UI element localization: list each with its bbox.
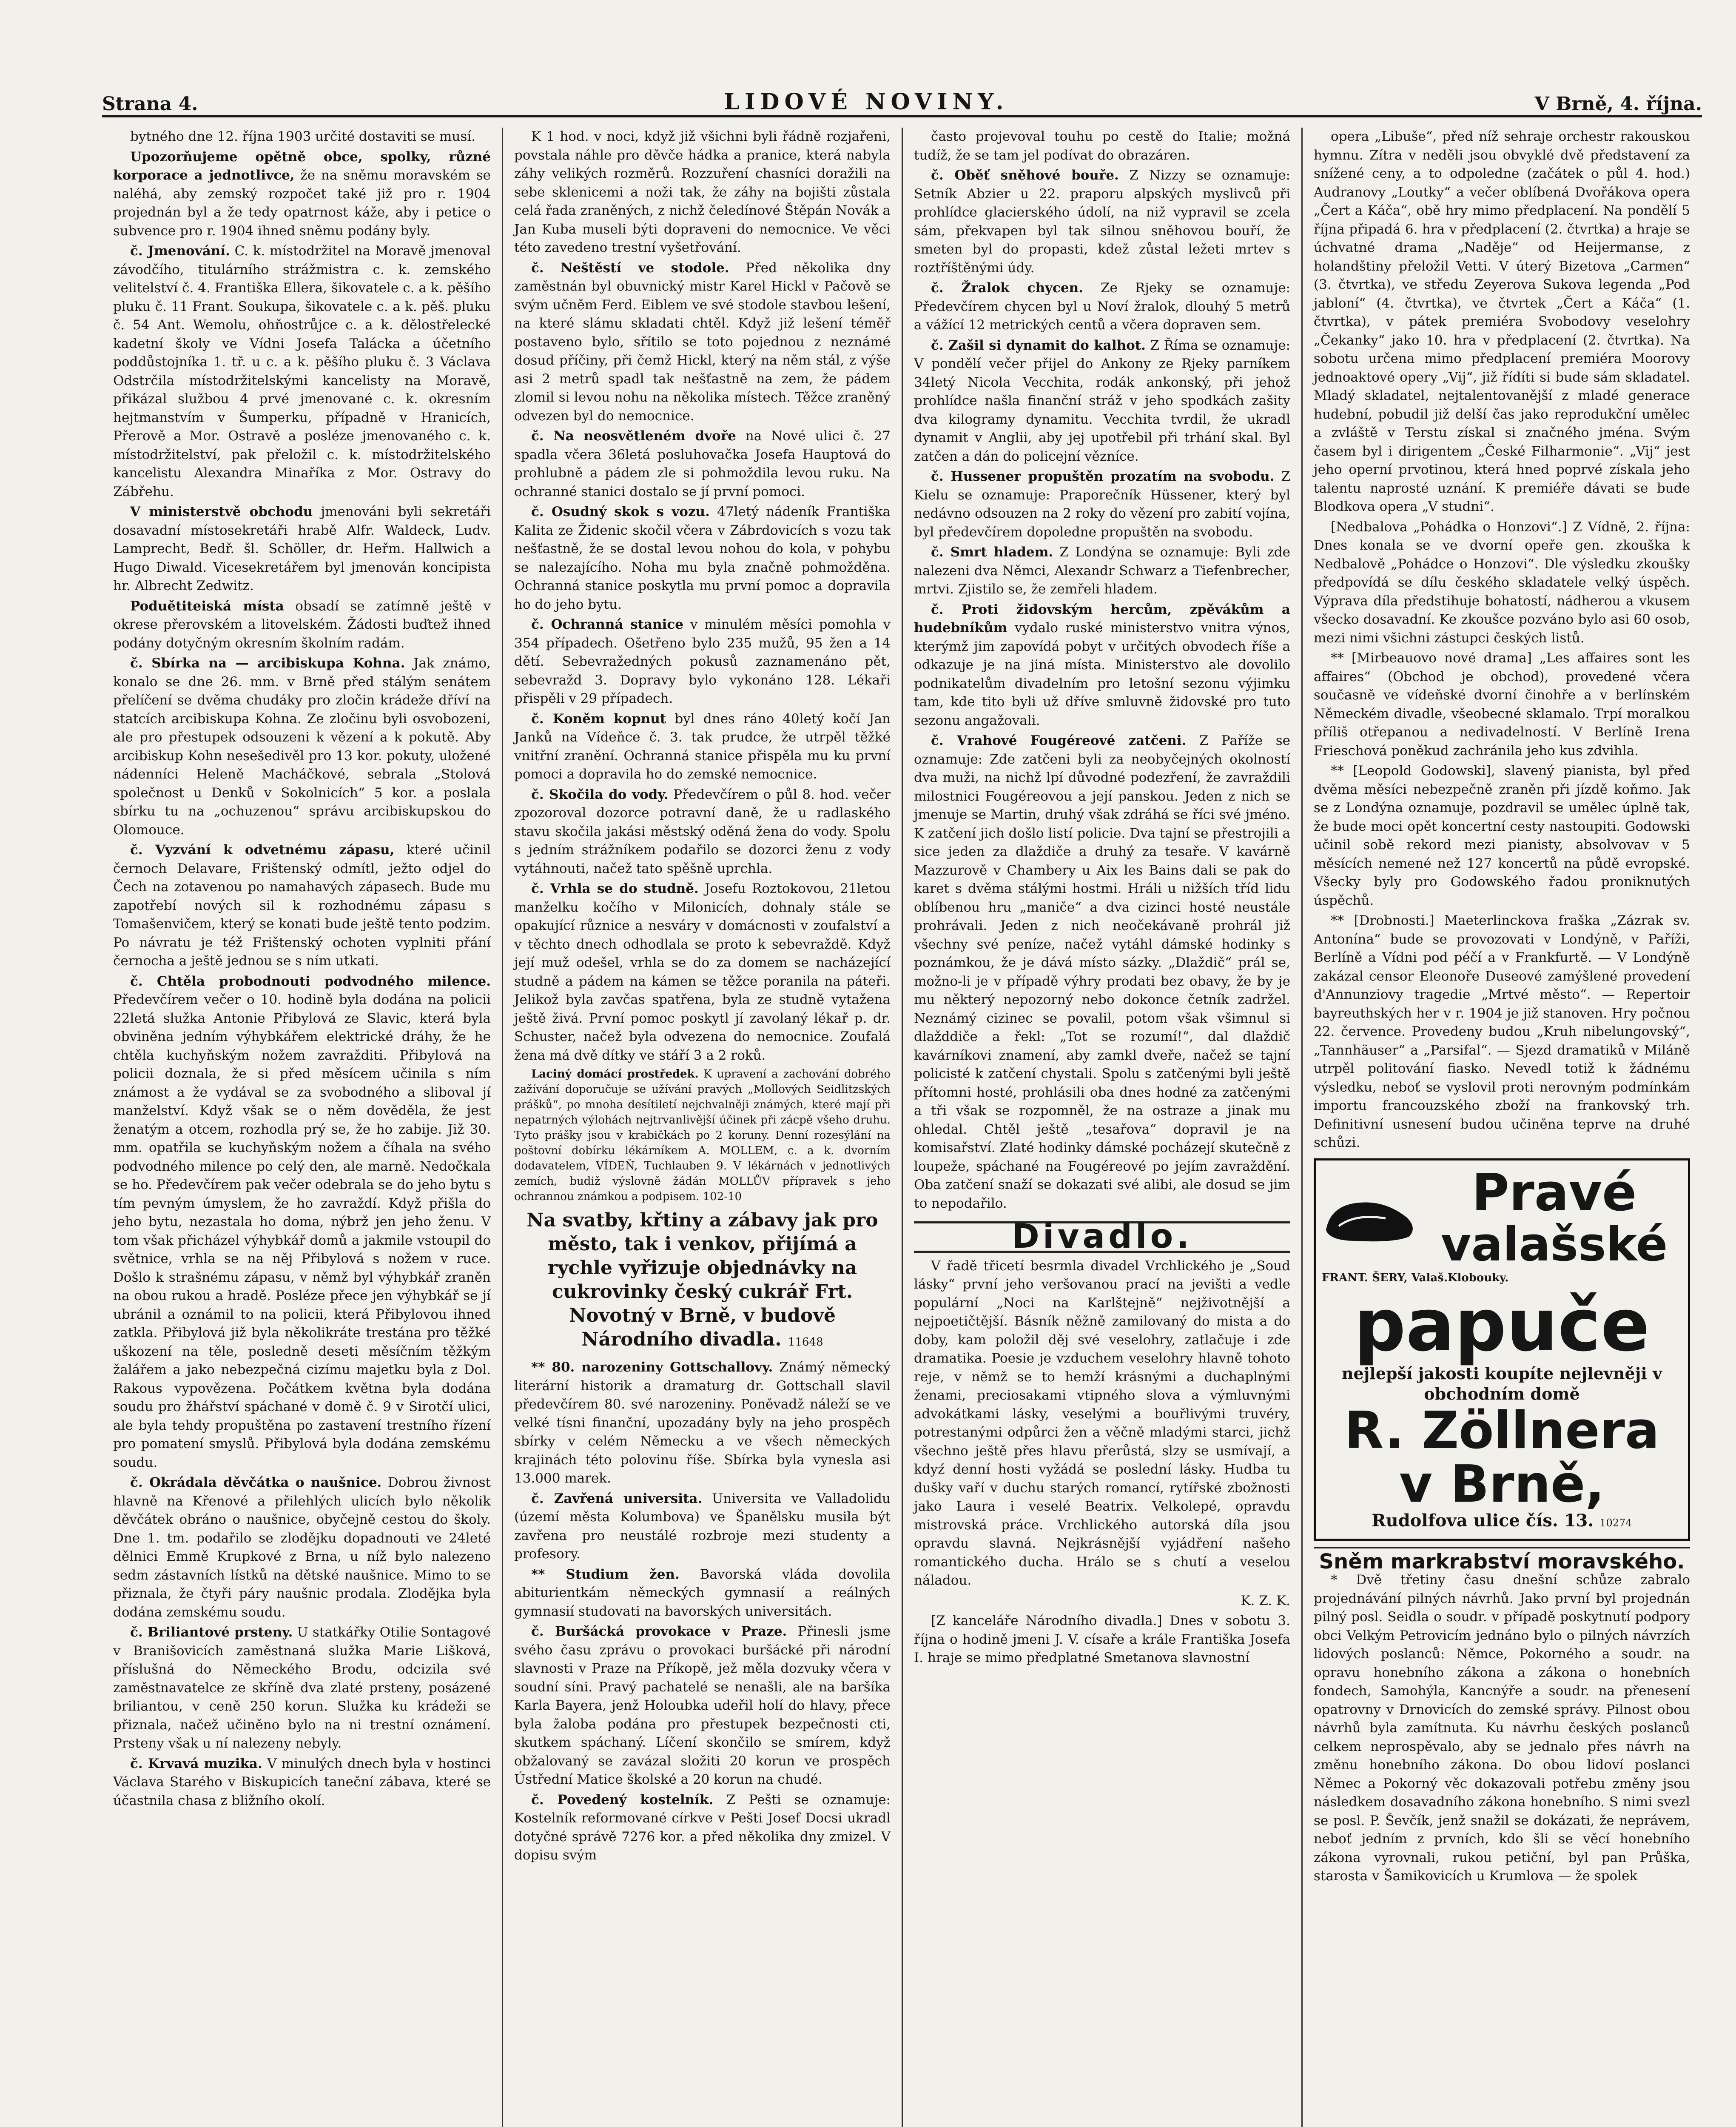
article-headline: č. Hussener propuštěn prozatím na svobodu.: [931, 469, 1275, 484]
article-headline: č. Okrádala děvčátka o naušnice.: [130, 1475, 382, 1490]
article-body: Z Nizzy se oznamuje: Setník Abzier u 22. praporu alpských myslivců při prohlídce glacierského údolí, na niž vypravil se zcela sám, překvapen byl tak silnou sněhovou bouří, že smeten byl do propasti, kdež zůstal ležeti mrtev s roztříštěnými údy.: [914, 168, 1291, 276]
article-body: v minulém měsíci pomohla v 354 případech. Ošetřeno bylo 235 mužů, 95 žen a 14 dětí. Sebevražedných pokusů zaznamenáno pět, sebevražd 3. Dopravy bylo vykonáno 128. Lékaři přispěli v 29 případech.: [514, 617, 891, 706]
article-headline: č. Žralok chycen.: [931, 280, 1083, 296]
article-text: * Dvě třetiny času dnešní schůze zabralo projednávání pilných návrhů. Jako první byl projednán pilný posl. Seidla o soudr. v případě poskytnutí podpory obci Velkým Petrovicím jednáno bylo o pilných návrzích lidových poslanců: Němce, Pokorného a soudr. na opravu honebního zákona a zákona o honebních fondech, Samohýla, Kancnýře a soudr. na přenesení opatrovny v Drnovicích do zemské správy. Pilnost obou návrhů byla zamítnuta. Ku návrhu českých poslanců celkem neprospěvalo, aby se jednalo přes návrh na změnu honebního zákona. Do obou lidoví poslanci Němec a Pokorný věc dokazovali potřebu změny jsou následkem dosavadního zákona honebního. S nimi svezl se posl. P. Ševčík, jenž snažil se dokázati, že neprávem, neboť jedním z prvních, kdo šli se věcí honebního zákona vyrovnali, rukou petiční, byl pan Průška, starosta v Šamikovicích u Krumlova — že spolek: [1314, 1572, 1690, 1884]
article-text: [514, 710, 891, 784]
article-text: [914, 336, 1290, 466]
article-headline: ** 80. narozeniny Gottschallovy.: [531, 1360, 773, 1375]
article-text: [914, 468, 1290, 542]
article-text: [113, 1755, 491, 1811]
article-body: Předevčírem večer o 10. hodině byla dodána na policii 22letá služka Antonie Přibylová ze Slavic, která byla obviněna jedním výhybkářem elektrické dráhy, že he chtěla kuchyňským nožem zavražditi. Přibylová na policii doznala, že si před měsícem učinila s ním známost a že vydával se za svobodného a sliboval jí manželství. Když však se o něm dověděla, že jest ženatým a otcem, rozhodla prý se, že ho zabije. Již 30. mm. opatřila se kuchyňským nožem a číhala na svého podvodného milence po celý den, ale marně. Nedočkala se ho. Předevčírem pak večer odebrala se do jeho bytu s tím pevným úmyslem, že ho zavraždí. Když přišla do jeho bytu, nezastala ho doma, nýbrž jen jeho ženu. V tom však přicházel výhybkář domů a jakmile vstoupil do světnice, vrhla se na něj Přibylová s nožem v ruce. Došlo k strašnému zápasu, v němž byl výhybkář zraněn na obou rukou a hradě. Posléze přece jen výhybkář se jí ubránil a oznámil to na policii, která Přibylovou ihned zatkla. Přibylová již byla několikráte trestána pro těžké uškození na těle, posledně deseti měsíčním těžkým žalářem a jako nebezpečná cizímu majetku byla z Dol. Rakous vypovězena. Počátkem května byla dodána soudu pro žhářství spáchané v domě č. 9 v Sirotčí ulici, ale byla tehdy propuštěna po zastavení trestního řízení pro pomatení smyslů. Přibylová byla dodána zemskému soudu.: [113, 992, 491, 1470]
article-headline: č. Oběť sněhové bouře.: [931, 168, 1119, 183]
ad-zollner-code: 10274: [1599, 1517, 1632, 1529]
article-headline: č. Buršácká provokace v Praze.: [531, 1624, 787, 1639]
article-body: V minulých dnech byla v hostinci Václava Starého v Biskupicích taneční zábava, které se účastnila chasa z bližního okolí.: [113, 1756, 491, 1808]
ad-body: Na svatby, křtiny a zábavy jak pro město, tak i venkov, přijímá a rychle vyřizuje objednávky na cukrovinky český cukrář Frt. Novotný v Brně, v budově Národního divadla.: [526, 1209, 878, 1350]
ad-zollner-address: [1322, 1511, 1682, 1533]
section-title-diet: Sněm markrabství moravského.: [1314, 1547, 1690, 1571]
article-body: Z Pešti se oznamuje: Kostelník reformované církve v Pešti Josef Docsi ukradl dotyčné správě 7276 kor. a před několika dny zmizel. V dopisu svým: [514, 1792, 891, 1863]
signature: K. Z. K.: [1241, 1593, 1290, 1608]
article-headline: č. Neštěstí ve stodole.: [531, 260, 729, 276]
article-body: na Nové ulici č. 27 spadla včera 36letá posluhovačka Josefa Hauptová do prohlubně a pádem zle si pohmoždila levou ruku. Na ochranné stanici dostalo se jí první pomoci.: [514, 428, 891, 499]
article-text: [514, 1622, 891, 1789]
article-body: Z Paříže se oznamuje: Zde zatčeni byli za neobyčejných okolností dva muži, na nichž lpí důvodné podezření, že zavraždili milostnici Fougéreovou a její panskou. Jeden z nich se jmenuje se Martin, druhý však zdráhá se říci své jméno. K zatčení jich došlo listí policie. Dva tajní se přestrojili a sice jeden za dlaždiče a druhý za tesaře. V kavárně Mazzurově v Chambery u Aix les Bains dali se pak do karet s dvěma stálými hostmi. Hráli u nižších tříd lidu oblíbenou hru „maniče“ a dva cizinci hosté neustále prohrávali. Jeden z nich neočekávaně prohrál již všechny své peníze, načež vytáhl dámské hodinky s poznámkou, že je dává místo sázky. „Dlaždič“ prál se, možno-li je v případě výhry prodati bez obavy, že by je mu některý nepozorný nebo dokonce četník zadržel. Neznámý cizinec se povalil, potom však všimnul si dlažddiče a řekl: „Tot se rozumí!“, dal dlaždič kavárníkovi znamení, aby zamkl dveře, načež se tajní policisté k zatčení chystali. Spolu s zatčenými byli ještě přítomni hosté, prohlásili oba dnes hodné za zatčenými a tři však se rozpomněl, že na ostraze a jinak mu ohledal. Chtěl ještě „tesařova“ dopravil je na komisařství. Zlaté hodinky dámské pocházejí skutečně z loupeže, spáchané na Fougéreové po jejím zavraždění. Oba zatčení snaží se dokazati své alibi, ale dosud se jim to nepodařilo.: [914, 733, 1290, 1211]
article-headline: č. Briliantové prsteny.: [130, 1625, 293, 1640]
paper-title: LIDOVÉ NOVINY.: [724, 89, 1009, 115]
column-3: [902, 128, 1301, 2127]
article-text: [113, 654, 491, 839]
column-2: [502, 128, 902, 2127]
article-text: [914, 732, 1290, 1213]
advertisement-slippers: [1314, 1158, 1690, 1541]
article-text: [914, 601, 1290, 730]
article-body: Bavorská vláda dovolila abiturientkám německých gymnasií a reálných gymnasií studovati na bavorských universitách.: [514, 1566, 891, 1619]
article-text: [514, 427, 891, 501]
article-text: ** [Mirbeauovo nové drama] „Les affaires sont les affaires“ (Obchod je obchod), provedené včera současně ve vídeňské dvorní činohře a v berlínském Německém divadle, všeobecné sklamalo. Trpí moralkou příliš otřepanou a nedivadelností. V Berlíně Irena Frieschová poněkud zachránila jeho kus zdvihla.: [1314, 650, 1690, 758]
ad-slipper-firm: FRANT. ŠERY, Valaš.Klobouky.: [1322, 1272, 1509, 1284]
article-body: Z Londýna se oznamuje: Byli zde nalezeni dva Němci, Alexandr Schwarz a Tiefenbrecher, mrtvi. Zjistilo se, že zemřeli hladem.: [914, 545, 1290, 597]
article-text: [Nedbalova „Pohádka o Honzovi“.] Z Vídně, 2. října: Dnes konala se ve dvorní opeře gen. zkouška k Nedbalově „Pohádce o Honzovi“. Dle výsledku zkoušky předpovídá se dílu českého skladatele velký úspěch. Výprava díla předstihuje bohatostí, nádherou a vkusem všecko dosavadní. Ke zkoušce pozváno bylo asi 60 osob, mezi nimi všichni zástupci českých listů.: [1314, 519, 1690, 646]
ad-slipper-top: Pravé: [1471, 1163, 1637, 1223]
article-headline: č. Sbírka na — arcibiskupa Kohna.: [130, 656, 405, 671]
article-body: Před několika dny zaměstnán byl obuvnický mistr Karel Hickl v Pačově se svým učněm Ferd. Eiblem ve své stodole stavbou lešení, na které slámu skladati chtěl. Když již lešení téměř postaveno bylo, sřítilo se toto pojednou z neznámé dosud příčiny, při čemž Hickl, který na něm stál, z výše asi 2 metrů spadl tak nešťastně na zem, že pádem zlomil si levou nohu na několika místech. Těžce zraněný odvezen byl do nemocnice.: [514, 260, 891, 424]
article-text: [514, 786, 891, 878]
article-headline: č. Smrt hladem.: [931, 545, 1053, 560]
article-headline: č. Zavřená universita.: [531, 1491, 703, 1506]
article-body: C. k. místodržitel na Moravě jmenoval závodčího, titulárního strážmistra c. k. zemského velitelství č. 4. Františka Ellera, šikovatele c. a k. pěšího pluku č. 11 Frant. Soukupa, šikovatele c. a k. pěš. pluku č. 54 Ant. Wemolu, ohňostrůjce c. a k. dělostřelecké kadetní školy ve Vídni Josefa Talácka a účetního poddůstojníka 1. tř. u c. a k. pěšího pluku č. 3 Václava Odstrčila místodržitelskými kancelisty na Moravě, přikázal službou 4 prvé jmenované c. k. okresním hejtmanstvím v Šumperku, případně v Hranicích, Přerově a Mor. Ostravě a posléze jmenovaného c. k. místodržitelství, pak přeložil c. k. místodržitelského kancelistu Alexandra Minaříka z Mor. Ostravy do Zábřehu.: [113, 243, 491, 499]
ad-headline: Laciný domácí prostředek.: [531, 1068, 699, 1081]
article-headline: č. Skočila do vody.: [531, 787, 669, 802]
article-text: [514, 1490, 891, 1564]
article-text: často projevoval touhu po cestě do Italie; možná tudíž, že se tam jel podívat do obrazáren.: [914, 129, 1290, 163]
article-body: obsadí se zatímně ještě v okrese přerovském a litovelském. Žádosti buďtež ihned podány dotyčným okresním školním radám.: [113, 598, 491, 651]
article-body: Universita ve Valladolidu (území města Kolumbova) ve Španělsku musila být zavřena pro neustálé rozbroje mezi studenty a profesory.: [514, 1491, 891, 1562]
article-text: [113, 148, 491, 241]
article-text: K 1 hod. v noci, když již všichni byli řádně rozjařeni, povstala náhle pro děvče hádka a pranice, která nabyla záhy velikých rozměrů. Rozzuření chasníci doražili na sebe sklenicemi a noži tak, že záhy na bojišti zůstala celá řada zraněných, z nichž čeledínové Štěpán Novák a Jan Kuba museli býti dopraveni do nemocnice. Ve věci této zavedeno trestní vyšetřování.: [514, 129, 891, 255]
ad-slipper-bottom: papuče: [1354, 1283, 1650, 1368]
article-body: Jak známo, konalo se dne 26. mm. v Brně před stálým senátem přelíčení se dvěma chudáky pro zločin krádeže dříví na statcích arcibiskupa Kohna. Ze zločinu byli osvobozeni, ale pro přestupek odsouzeni k vězení a k pokutě. Aby arcibiskup Kohn nesešedivěl pro 13 kor. pokuty, uložené nádenníci Heleně Macháčkové, sebrala „Stolová společnost u Denků v Sokolnicích“ 5 kor. a poslala sbírku tu na „ochuzenou“ správu arcibiskupskou do Olomouce.: [113, 656, 491, 838]
article-headline: č. Vrahové Fougéreové zatčeni.: [931, 733, 1187, 748]
ad-slipper-mid: valašské: [1440, 1217, 1668, 1272]
article-body: byl dnes ráno 40letý kočí Jan Janků na Vídeňce č. 3. tak prudce, že utrpěl těžké vnitřní zranění. Ochranná stanice přispěla mu ku první pomoci a dopravila ho do zemské nemocnice.: [514, 711, 891, 782]
article-headline: č. Proti židovským hercům, zpěvákům a hudebníkům: [914, 602, 1290, 636]
article-body: Z Kielu se oznamuje: Praporečník Hüssener, který byl nedávno odsouzen na 2 roky do vězení pro zabití vojína, byl předevčírem dopoledne propuštěn na svobodu.: [914, 469, 1290, 540]
column-4: [1301, 128, 1701, 2127]
article-text: [514, 1565, 891, 1621]
article-body: Z Říma se oznamuje: V pondělí večer přijel do Ankony ze Rjeky parníkem 34letý Nicola Vecchita, rodák ankonský, při jehož prohlídce našla finanční stráž v jeho spodkách zašity dva kilogramy dynamitu. Vecchita tvrdil, že ukradl dynamit v Anglii, aby jej upotřebil při trhání skal. Byl zatčen a dán do policejní vězníce.: [914, 337, 1290, 464]
article-text: [113, 1474, 491, 1622]
article-text: [514, 1358, 891, 1488]
article-headline: č. Vrhla se do studně.: [531, 881, 699, 896]
article-text: [914, 279, 1290, 335]
article-body: Dobrou živnost hlavně na Křenové a přilehlých ulicích bylo několik děvčátek obráno o naušnice, obyčejně cestou do školy. Dne 1. tm. podařilo se zlodějku dopadnouti ve 24leté dělnici Emmě Krupkové z Brna, u níž bylo nalezeno sedm zástavních lístků na dětské naušnice. Mimo to se přiznala, že čtyři páry naušnic prodala. Zlodějka byla dodána zemskému soudu.: [113, 1475, 491, 1620]
article-text: ** [Drobnosti.] Maeterlinckova fraška „Zázrak sv. Antonína“ bude se provozovati v Londýně, v Paříži, Berlíně a Vídni pod péčí a v Frankfurtě. — V Londýně zakázal censor Eleonoře Duseové zamýšlené provedení d'Annunziovy tragedie „Mrtvé město“. — Repertoir bayreuthských her v r. 1904 je již stanoven. Hry počnou 22. července. Provedeny budou „Kruh nibelungovský“, „Tannhäuser“ a „Parsifal“. — Sjezd dramatiků v Miláně utrpěl politování fiasko. Nevedl totiž k žádnému výsledku, neboť se vyslovil proti nerovným podmínkám importu francouzského zboží na frankovský trh. Definitivní usnesení budou učiněna teprve na druhé schůzi.: [1314, 913, 1690, 1150]
article-text: [113, 841, 491, 971]
article-text: [914, 543, 1290, 599]
article-headline: ** Studium žen.: [531, 1566, 680, 1582]
article-headline: č. Osudný skok s vozu.: [531, 504, 710, 519]
article-headline: č. Ochranná stanice: [531, 617, 684, 632]
ad-slipper-text: [1426, 1163, 1682, 1272]
slipper-icon: [1322, 1179, 1420, 1256]
ad-zollner-name: R. Zöllnera v Brně,: [1344, 1401, 1659, 1514]
ad-code: 11648: [788, 1336, 823, 1349]
ad-slipper-row: [1322, 1163, 1682, 1272]
article-text: [914, 166, 1290, 277]
theatre-section-title: Divadlo.: [914, 1221, 1290, 1253]
article-headline: č. Vyzvání k odvetnému zápasu,: [130, 842, 395, 858]
article-body: Přinesli jsme svého času zprávu o provokaci buršácké při národní slavnosti v Praze na Příkopě, jež měla dozvuky včera v soudní síni. Pravý pachatelé se nenašli, ale na baršíka Karla Bayera, jenž Holoubka udeřil holí do hlavy, přece byla žaloba podána pro přestupek bezpečnosti cti, skutkem spáchaný. Líčení skončilo se smírem, když obžalovaný se zavázal složiti 20 korun ve prospěch Ústřední Matice školské a 20 korun na chudé.: [514, 1624, 891, 1787]
article-text: [514, 1791, 891, 1865]
column-1: [102, 128, 502, 2127]
article-text: bytného dne 12. října 1903 určité dostaviti se musí.: [130, 129, 476, 144]
article-body: jmenováni byli sekretáři dosavadní místosekretáři hrabě Alfr. Waldeck, Ludv. Lamprecht, Bedř. šl. Schöller, dr. Heřm. Hallwich a Hugo Diwald. Vicesekretářem byl jmenován koncipista hr. Albrecht Zedwitz.: [113, 504, 491, 593]
article-body: Předevčírem o půl 8. hod. večer zpozoroval dozorce potravní daně, že u radlaského stavu skočila jakási městský oděná žena do vody. Spolu s jedním strážníkem podařilo se dozorci ženu z vody vytáhnouti, načež tato spěšně uprchla.: [514, 787, 891, 876]
article-text: [113, 972, 491, 1472]
article-body: které učinil černoch Delavare, Frištenský odmítl, ježto odjel do Čech na zotavenou po namahavých zápasech. Bude mu zapotřebí nových sil k rozhodnému zápasu s Tomašenvičem, který se konati bude ještě tento podzim. Po návratu je též Frištenský ochoten vyplniti přání černocha a ještě jednou se s ním utkati.: [113, 842, 491, 969]
page-number: Strana 4.: [102, 93, 198, 115]
article-headline: Upozorňujeme opětně obce, spolky, různé korporace a jednotlivce,: [113, 149, 491, 183]
article-text: [113, 597, 491, 653]
article-body: že na sněmu moravském se naléhá, aby zemský rozpočet také již pro r. 1904 projednán byl a že tedy opatrnost káže, aby i petice o subvence pro r. 1904 ihned sněmu podány byly.: [113, 168, 491, 239]
advertisement-confectioner: [514, 1209, 891, 1354]
ad-zollner-line: nejlepší jakosti koupíte nejlevněji v obchodním domě: [1341, 1364, 1662, 1403]
article-body: 47letý nádeník Františka Kalita ze Židenic skočil včera v Zábrdovicích s vozu tak nešťastně, že se dostal levou nohou do kola, v pohybu se nalezajícího. Noha mu byla značně pohmožděna. Ochranná stanice poskytla mu první pomoc a dopravila ho do jeho bytu.: [514, 504, 891, 612]
article-text: [Z kanceláře Národního divadla.] Dnes v sobotu 3. října o hodině jmeni J. V. císaře a krále Františka Josefa I. hraje se mimo předplatné Smetanova slavnostní: [914, 1613, 1290, 1665]
article-text: opera „Libuše“, před níž sehraje orchestr rakouskou hymnu. Zítra v neděli jsou obvyklé dvě představení za snížené ceny, a to odpoledne (začátek o půl 4. hod.) Audranovy „Loutky“ a večer oblíbená Dvořákova opera „Čert a Káča“, obě hry mimo předplacení. Na pondělí 5 října připadá 6. hra v předplacení (2. čtvrtka) a hraje se úchvatné drama „Naděje“ od Heijermanse, z holandštiny přeložil Vetti. V úterý Bizetova „Carmen“ (3. čtvrtka), ve středu Zeyerova Sukova legenda „Pod jabloní“ (4. čtvrtka), ve čtvrtek „Čert a Káča“ (1. čtvrtka), v pátek premiéra Svobodovy veselohry „Čekanky“ jako 10. hra v předplacení (2. čtvrtka). Na sobotu určena mimo předplacení premiéra Moorovy jednoaktové opery „Vij“, již řídíti si bude sám skladatel. Mladý skladatel, nejtalentovanější z mladé generace hudební, pobudil již delší čas jako reprodukční umělec a zvláště v Terstu získal si značného jména. Svým časem byl i dirigentem „České Filharmonie“. „Vij“ jest jeho operní prvotinou, která hned poprvé získala jeho talentu naprosté uznání. K premiéře dávati se bude Blodkova opera „V studni“.: [1314, 129, 1690, 514]
article-text: [113, 1623, 491, 1753]
article-body: Ze Rjeky se oznamuje: Předevčírem chycen byl u Noví žralok, dlouhý 5 metrů a vážící 12 metrických centů a včera dopraven sem.: [914, 280, 1290, 333]
article-headline: č. Povedený kostelník.: [531, 1792, 714, 1808]
article-text: ** [Leopold Godowski], slavený pianista, byl před dvěma měsíci nebezpečně zraněn při jízdě koňmo. Jak se z Londýna oznamuje, pozdravil se umělec úplně tak, že bude moci opět koncertní cesty nastoupiti. Godowski učinil sobě rekord mezi pianisty, absolvovav v 5 měsících nemené než 127 koncertů na půdě evropské. Všecky byly pro Godowského řadou proniknutých úspěchů.: [1314, 763, 1690, 908]
article-text: [113, 242, 491, 501]
article-headline: Poduětiteiská místa: [130, 598, 284, 614]
article-body: Josefu Roztokovou, 21letou manželku kočího v Milonicích, dohnaly stále se opakující různice a nesváry v domácnosti v zoufalství a v těchto dnech odhodlala se proto k sebevraždě. Když její muž odešel, vrhla se do za domem se nacházející studně a pádem na kámen se těžce poranila na páteři. Jelikož byla zavčas spatřena, byla ze studně vytažena ještě živá. První pomoc poskytl jí zavolaný lékař p. dr. Schuster, načež byla odvezena do nemocnice. Zoufalá žena má dvě dítky ve stáří 3 a 2 roků.: [514, 881, 891, 1063]
columns: [102, 128, 1701, 2127]
issue-date: V Brně, 4. října.: [1534, 93, 1702, 115]
article-text: [514, 880, 891, 1065]
masthead: [102, 85, 1702, 117]
article-text: [514, 259, 891, 426]
advertisement-laxative: [514, 1066, 891, 1204]
article-body: vydalo ruské ministerstvo vnitra výnos, kterýmž jim zapovídá pobyt v určitých obvodech říše a odkazuje je na jiná místa. Ministerstvo ale dovolilo podnikatelům divadelním pro letošní sezonu výjimku tam, kde tito byli už dříve smluvně židovské pro tuto sezonu angažovali.: [914, 620, 1290, 728]
article-body: Známý německý literární historik a dramaturg dr. Gottschall slavil předevčírem 80. své narozeniny. Poněvadž náleží se ve velké tísni finanční, upozadány byly na jeho prospěch sbírky v celém Německu a ve všech německých krajinách této polovinu říše. Sbírka byla vynesla asi 13.000 marek.: [514, 1360, 891, 1486]
article-headline: č. Krvavá muzika.: [130, 1756, 262, 1771]
article-headline: č. Jmenování.: [130, 243, 230, 259]
ad-zollner-street: Rudolfova ulice čís. 13.: [1372, 1511, 1594, 1531]
article-text: [514, 616, 891, 708]
ad-body: K upravení a zachování dobrého zažívání doporučuje se užívání pravých „Mollových Seidlitzských prášků“, po mnoha desítiletí nejchvalněji známých, které mají při nepatrných výlohách nejtrvanlivější účinek při zácpě všeho druhu. Tyto prášky jsou v krabičkách po 2 koruny. Denní rozesýlání na poštovní dobírku lékárníkem A. MOLLEM, c. a k. dvorním dodavatelem, VÍDEŇ, Tuchlauben 9. V lékárnách v jednotlivých zemích, budiž výslovně žádán MOLLŮV přípravek s jeho ochrannou známkou a podpisem. 102-10: [514, 1068, 891, 1203]
article-body: U statkářky Otilie Sontagové v Branišovicích zaměstnaná služka Marie Lišková, příslušná do Německého Brodu, odcizila své zaměstnavatelce ze skříně dva zlaté prsteny, posázené briliantou, v ceně 250 korun. Služka ku krádeži se přiznala, načež učiněno bylo na ni trestní oznámení. Prsteny však u ní nalezeny nebyly.: [113, 1625, 491, 1751]
article-text: [514, 503, 891, 614]
article-headline: č. Chtěla probodnouti podvodného milence.: [130, 973, 491, 989]
article-text: V řadě třicetí besrmla divadel Vrchlického je „Soud lásky“ první jeho veršovanou prací na jevišti a vedle populární „Noci na Karlštejně“ nejživotnější a nejpoetičtější. Básník něžně zamilovaný do mista a do doby, kam položil děj své veselohry, zatlačuje i zde dramatika. Poesie je vzduchem veselohry hlavně tohoto reje, v němž se to hemží krásnými a duchaplnými ženami, preciosakami vtipného slova a výmluvnými advokátkami lásky, veselými a bouřlivými truvéry, potrestanými odpůrci žen a věčně mladými starci, jichž všechno ještě přes hlavu přerůstá, slzy se usmívají, a kdyź denní hosti vyžádá se poslední lásky. Hudba tu dušky vaří v duchu starých romancí, rytířské zbožnosti jako Laura i veselé Beatrix. Velkolepé, opravdu mistrovská práce. Vrchlického autorská díla jsou opravdu slavná. Nejkrásnější vyjádření našeho romantického ducha. Hrálo se s chutí a veselou náladou.: [914, 1258, 1290, 1588]
article-headline: V ministerstvě obchodu: [130, 504, 313, 519]
article-headline: č. Zašil si dynamit do kalhot.: [931, 337, 1146, 353]
article-headline: č. Na neosvětleném dvoře: [531, 428, 736, 444]
article-text: [113, 503, 491, 596]
article-headline: č. Koněm kopnut: [531, 711, 666, 727]
